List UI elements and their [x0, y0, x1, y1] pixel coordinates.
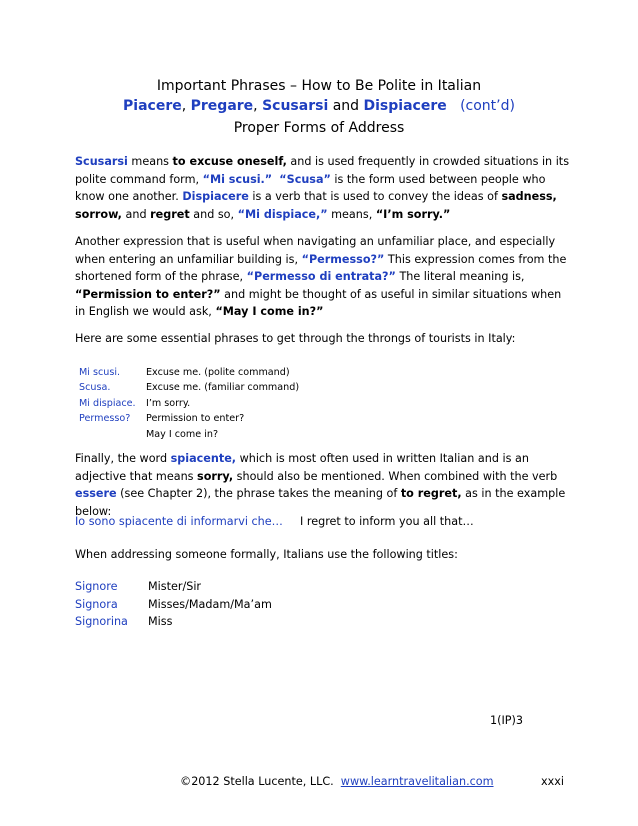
text: The literal meaning is,: [395, 270, 525, 284]
phrase-english: Excuse me. (familiar command): [146, 382, 300, 394]
text: means: [127, 155, 173, 168]
paragraph-spiacente: [75, 450, 570, 520]
list-item: [75, 578, 272, 596]
text: is the form used between people who know one another.: [75, 172, 546, 204]
list-item: [79, 380, 299, 395]
page-title: Important Phrases – How to Be Polite in Italian: [156, 78, 482, 94]
page-number: xxxi: [541, 775, 564, 788]
phrase-english: May I come in?: [146, 428, 219, 440]
list-item: [79, 365, 299, 380]
text: as in the example below:: [75, 487, 566, 518]
list-item: [75, 596, 272, 614]
text: should also be mentioned. When combined with the verb: [233, 469, 558, 483]
text: which is most often used in written Italian and is an adjective that means: [75, 452, 529, 483]
bold-text: regret: [150, 207, 190, 221]
list-item: [79, 396, 299, 411]
title-italian: Signora: [75, 597, 118, 611]
text: (see Chapter 2), the phrase takes the meaning of: [116, 487, 401, 501]
footer-copyright: [180, 774, 494, 790]
list-item: [79, 411, 299, 426]
phrase-english: Permission to enter?: [146, 413, 245, 425]
verb-dispiacere: Dispiacere: [363, 98, 447, 114]
text: and might be thought of as useful in similar situations when in English we would ask,: [75, 287, 562, 319]
verb-piacere: Piacere: [123, 98, 182, 114]
title-english: Misses/Madam/Ma’am: [148, 597, 272, 611]
bold-text: to excuse oneself,: [172, 155, 287, 168]
text: and is used frequently in crowded situations in its polite command form,: [75, 155, 570, 186]
text: and so,: [189, 207, 238, 221]
text: Finally, the word: [75, 452, 171, 465]
text: and: [121, 207, 151, 221]
title-english: Miss: [148, 615, 173, 629]
verb-scusarsi: Scusarsi: [262, 98, 329, 114]
bold-text: “May I come in?”: [215, 305, 324, 319]
separator: ,: [181, 98, 191, 114]
bold-text: “Permission to enter?”: [75, 287, 221, 301]
and-word: and: [328, 98, 364, 114]
bold-text: sadness, sorrow,: [75, 190, 557, 221]
phrase-italian: Mi scusi.: [79, 367, 121, 378]
section-title: Proper Forms of Address: [233, 120, 405, 136]
verb-pregare: Pregare: [190, 98, 254, 114]
phrase-italian: Scusa.: [79, 382, 111, 394]
bold-text: sorry,: [197, 469, 234, 483]
titles-list: [75, 578, 272, 631]
text: This expression comes from the shortened form of the phrase,: [75, 252, 567, 284]
contd-label: (cont’d): [446, 98, 515, 114]
quote-scusa: “Scusa”: [279, 172, 331, 186]
example-english: I regret to inform you all that…: [300, 515, 474, 528]
copyright-text: ©2012 Stella Lucente, LLC.: [180, 775, 341, 788]
text: means,: [327, 207, 376, 221]
quote-mi-dispiace: “Mi dispiace,”: [237, 207, 328, 221]
paragraph-scusarsi: [75, 153, 570, 223]
title-italian: Signorina: [75, 615, 128, 629]
phrase-italian: Mi dispiace.: [79, 397, 136, 409]
paragraph-intro-phrases: Here are some essential phrases to get through the throngs of tourists in Italy:: [75, 332, 516, 345]
term-essere: essere: [75, 487, 117, 501]
bold-text: to regret,: [400, 487, 462, 501]
website-link[interactable]: www.learntravelitalian.com: [340, 775, 494, 788]
quote-permesso: “Permesso?”: [301, 252, 385, 266]
term-scusarsi: Scusarsi: [75, 155, 128, 168]
quote-mi-scusi: “Mi scusi.”: [202, 172, 273, 186]
phrase-italian: [79, 427, 146, 442]
text: is a verb that is used to convey the ideas of: [248, 190, 502, 204]
page-subtitle-verbs: [0, 97, 638, 115]
list-item: [75, 613, 272, 631]
page-code: 1(IP)3: [490, 714, 524, 727]
term-dispiacere: Dispiacere: [182, 190, 249, 204]
term-spiacente: spiacente,: [170, 452, 237, 465]
bold-text: “I’m sorry.”: [375, 207, 451, 221]
text: Another expression that is useful when navigating an unfamiliar place, and especially when entering an unfamiliar building is,: [75, 235, 556, 266]
title-italian: Signore: [75, 580, 118, 593]
phrase-english: Excuse me. (polite command): [146, 367, 290, 378]
list-item: [79, 427, 299, 442]
example-italian: Io sono spiacente di informarvi che…: [75, 515, 283, 528]
paragraph-permesso: [75, 233, 570, 321]
phrase-list: [79, 365, 299, 442]
paragraph-titles-intro: When addressing someone formally, Italians use the following titles:: [75, 548, 458, 561]
phrase-italian: Permesso?: [79, 413, 131, 425]
separator: ,: [253, 98, 263, 114]
phrase-english: I’m sorry.: [146, 397, 191, 409]
title-english: Mister/Sir: [148, 580, 202, 593]
quote-permesso-di-entrata: “Permesso di entrata?”: [246, 270, 396, 284]
